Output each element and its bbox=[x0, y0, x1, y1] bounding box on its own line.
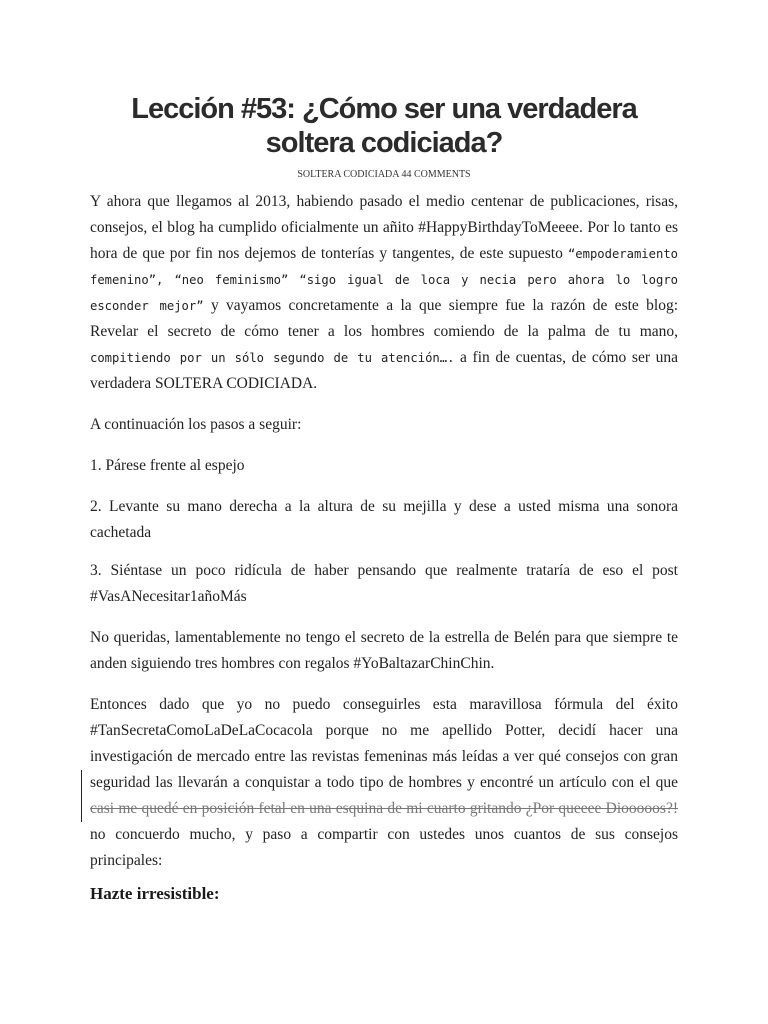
article-meta: SOLTERA CODICIADA 44 COMMENTS bbox=[297, 169, 471, 180]
article-body bbox=[90, 189, 678, 906]
intro-text-3: y vayamos concretamente a la que siempre fue la razón de este blog: Revelar el secreto de cómo tener a los hombres comiendo de la palma de tu mano, bbox=[90, 297, 679, 340]
title-line-2: soltera codiciada? bbox=[265, 127, 503, 159]
section-heading: Hazte irresistible: bbox=[90, 884, 220, 903]
research-text-1: Entonces dado que yo no puedo conseguirles esta maravillosa fórmula del éxito #TanSecretaComoLaDeLaCocacola porque no me apellido Potter, decidí hacer una investigación de mercado entre las revistas femeninas más leídas a ver qué consejos con gran seguridad las llevarán a conquistar a todo tipo de hombres y encontré un artículo con el que bbox=[90, 696, 678, 791]
article-title bbox=[90, 92, 678, 160]
intro-mono-text: compitiendo por un sólo segundo de tu atención…. bbox=[90, 351, 455, 365]
intro-quote-text: “empoderamiento femenino”, “neo feminismo” “sigo igual de loca y necia pero ahora lo logro esconder mejor” bbox=[90, 247, 678, 313]
step-1: 1. Párese frente al espejo bbox=[90, 457, 245, 474]
step-2: 2. Levante su mano derecha a la altura de su mejilla y dese a usted misma una sonora cachetada bbox=[90, 498, 678, 541]
steps-intro: A continuación los pasos a seguir: bbox=[90, 416, 302, 433]
research-text-2: no concuerdo mucho, y paso a compartir con ustedes unos cuantos de sus consejos principales: bbox=[90, 826, 678, 869]
research-paragraph bbox=[90, 692, 678, 874]
intro-paragraph bbox=[90, 189, 678, 397]
struck-through-text: casi me quedé en posición fetal en una esquina de mi cuarto gritando ¿Por queeee Diooooos?! bbox=[90, 800, 678, 817]
step-3: 3. Siéntase un poco ridícula de haber pensando que realmente trataría de eso el post #VasANecesitar1añoMás bbox=[90, 562, 678, 605]
title-line-1: Lección #53: ¿Cómo ser una verdadera bbox=[131, 93, 637, 125]
no-secret-paragraph: No queridas, lamentablemente no tengo el secreto de la estrella de Belén para que siempre te anden siguiendo tres hombres con regalos #YoBaltazarChinChin. bbox=[90, 629, 678, 672]
text-cursor bbox=[81, 770, 82, 822]
intro-text-1: Y ahora que llegamos al 2013, habiendo pasado el medio centenar de publicaciones, risas, consejos, el blog ha cumplido oficialmente un añito #HappyBirthdayToMeeee. Por lo tanto es hora de que por fin nos dejemos de tonterías y tangentes, de este supuesto bbox=[90, 193, 678, 262]
intro-text-5: a fin de cuentas, de cómo ser una verdadera SOLTERA CODICIADA. bbox=[90, 349, 678, 392]
